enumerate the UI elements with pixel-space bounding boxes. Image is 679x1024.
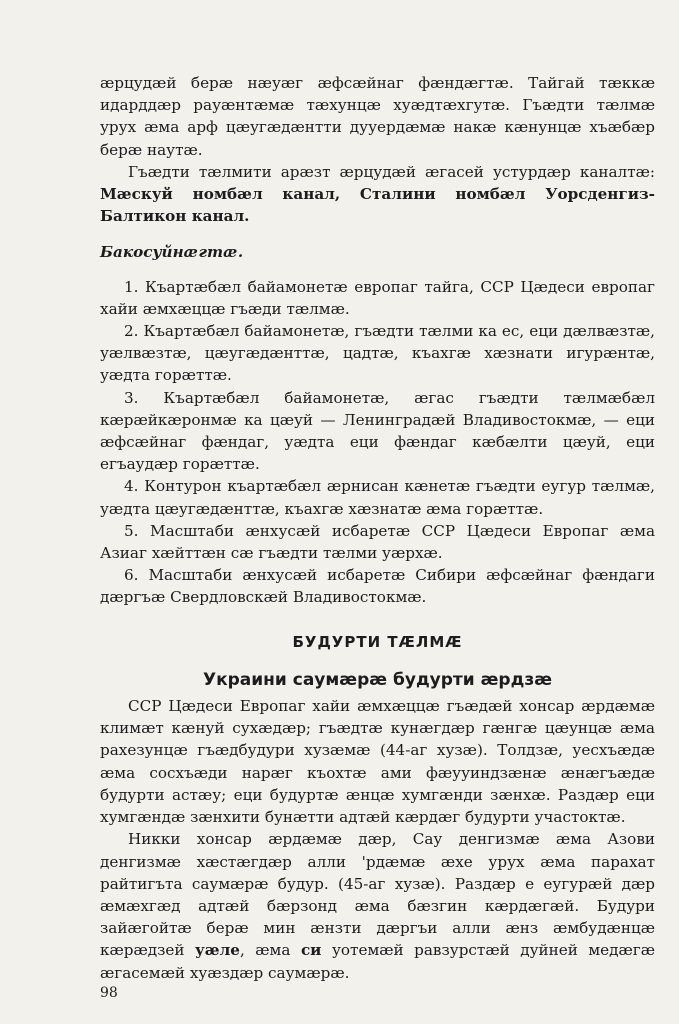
text-run: уотемӕй равзурстӕй дуйней медӕгӕ ӕгасемӕй хуӕздӕр саумӕрӕ. (100, 941, 656, 982)
list-item: 4. Контурон къартӕбӕл ӕрнисан кӕнетӕ гъӕдти еугур тӕлмӕ, уӕдта цӕугӕдӕнттӕ, къахгӕ хӕзнатӕ ӕма горӕттӕ. (100, 477, 655, 518)
text-run: Никки хонсар ӕрдӕмӕ дӕр, Сау денгизмӕ ӕма Азови денгизмӕ хӕстӕгдӕр алли 'рдӕмӕ ӕхе урух ӕма парахат райтигъта саумӕрӕ будур. (45-аг хузӕ). Раздӕр е еугурӕй дӕр ӕмӕхгӕд адтӕй бӕрзонд ӕма бӕзгин кӕрдӕгӕй. Будури зайӕгойтӕ берӕ мин ӕнзти дӕргъи алли ӕнз ӕмбудӕнцӕ кӕрӕдзей (100, 830, 655, 960)
list-item: 2. Къартӕбӕл байамонетӕ, гъӕдти тӕлми ка ес, еци дӕлвӕзтӕ, уӕлвӕзтӕ, цӕугӕдӕнттӕ, цадтӕ, къахгӕ хӕзнати игурӕнтӕ, уӕдта горӕттӕ. (100, 322, 655, 385)
page-content (100, 72, 655, 984)
paragraph: ӕрцудӕй берӕ нӕуӕг ӕфсӕйнаг фӕндӕгтӕ. Тайгай тӕккӕ идарддӕр рауӕнтӕмӕ тӕхунцӕ хуӕдтӕхгутӕ. Гъӕдти тӕлмӕ урух ӕма арф цӕугӕдӕнтти дууердӕмӕ накӕ кӕнунцӕ хъӕбӕр берӕ наутӕ. (100, 74, 655, 159)
list-item: 5. Масштаби ӕнхусӕй исбаретӕ ССР Цӕдеси Европаг ӕма Азиаг хӕйттӕн сӕ гъӕдти тӕлми уӕрхӕ. (100, 521, 655, 563)
list-item: 6. Масштаби ӕнхусӕй исбаретӕ Сибири ӕфсӕйнаг фӕндаги дӕргъӕ Свердловскӕй Владивостокмӕ. (100, 566, 655, 607)
list-item: 3. Къартӕбӕл байамонетӕ, ӕгас гъӕдти тӕлмӕбӕл кӕрӕйкӕронмӕ ка цӕуй — Ленинградӕй Владивостокмӕ, — еци ӕфсӕйнаг фӕндаг, уӕдта еци фӕндаг кӕбӕлти цӕуй, еци егъаудӕр горӕттӕ. (100, 388, 655, 474)
paragraph (100, 828, 655, 983)
section-title: БУДУРТИ ТӔЛМӔ (292, 632, 463, 651)
tasks-list (100, 276, 655, 609)
list-item: 1. Къартӕбӕл байамонетӕ европаг тайга, ССР Цӕдеси европаг хайи ӕмхӕццӕ гъӕди тӕлмӕ. (100, 277, 655, 318)
paragraph: ССР Цӕдеси Европаг хайи ӕмхӕццӕ гъӕдӕй хонсар ӕрдӕмӕ климӕт кӕнуй сухӕдӕр; гъӕдтӕ кунӕгдӕр гӕнгӕ цӕунцӕ ӕма рахезунцӕ гъӕдбудури хузӕмӕ (44-аг хузӕ). Толдзӕ, уесхъӕдӕ ӕма сосхъӕди нарӕг къохтӕ ами фӕууиндзӕнӕ ӕнӕгъӕдӕ будурти астӕу; еци будуртӕ ӕнцӕ хумгӕнди зӕнхӕ. Раздӕр еци хумгӕндӕ зӕнхити бунӕтти адтӕй кӕрдӕг будурти участоктӕ. (100, 697, 655, 827)
text-run: , ӕма (239, 941, 291, 960)
text-run-bold: си (300, 941, 322, 960)
tasks-heading: Бакосуйнӕгтӕ. (100, 243, 244, 262)
page-number: 98 (100, 985, 118, 1001)
subsection-title: Украини саумӕрӕ будурти ӕрдзӕ (202, 669, 553, 690)
text-run-bold: уӕле (195, 941, 240, 960)
canals-names: Мӕскуй номбӕл канал, Сталини номбӕл Уорсденгиз-Балтикон канал. (100, 185, 655, 226)
paragraph-canals (100, 161, 655, 228)
canals-intro: Гъӕдти тӕлмити арӕзт ӕрцудӕй ӕгасей устурдӕр каналтӕ: (128, 162, 655, 181)
